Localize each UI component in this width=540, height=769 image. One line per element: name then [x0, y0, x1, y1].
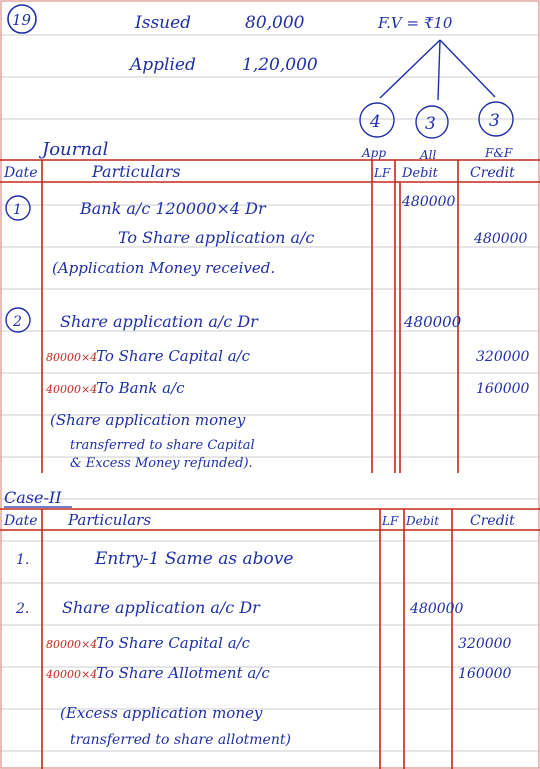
case2-entry2-number: 2.	[16, 601, 30, 617]
case2-col-date: Date	[4, 513, 38, 529]
entry1-number: 1	[13, 202, 22, 218]
split-ff: 3	[489, 111, 500, 131]
face-value: F.V = ₹10	[378, 14, 453, 32]
entry2-narration-3: & Excess Money refunded).	[70, 456, 253, 471]
split-label-app: App	[362, 146, 387, 160]
entry2-credit1-text: To Share Capital a/c	[96, 347, 251, 365]
journal-title: Journal	[42, 139, 109, 160]
case2-col-particulars: Particulars	[68, 511, 152, 529]
entry1-debit-amount: 480000	[402, 194, 456, 210]
entry1-debit-line: Bank a/c 120000×4 Dr	[80, 199, 266, 218]
case2-entry1-number: 1.	[16, 552, 30, 568]
entry2-number: 2	[13, 314, 22, 330]
applied-label: Applied	[130, 55, 196, 75]
case2-entry2-narration-2: transferred to share allotment)	[70, 732, 291, 748]
entry2-narration-1: (Share application money	[50, 411, 246, 429]
case2-entry2-credit1-amount: 320000	[458, 636, 512, 652]
issued-value: 80,000	[245, 13, 305, 33]
entry2-credit2-text: To Bank a/c	[96, 379, 185, 397]
case2-col-credit: Credit	[470, 513, 515, 529]
case2-entry2-credit2-prefix: 40000×4	[46, 668, 98, 681]
case2-entry2-credit2-amount: 160000	[458, 666, 512, 682]
entry2-narration-2: transferred to share Capital	[70, 438, 255, 453]
case2-entry2-debit-amount: 480000	[410, 601, 464, 617]
case2-entry2-credit1-prefix: 80000×4	[46, 638, 98, 651]
split-label-all: All	[420, 148, 437, 162]
entry1-credit-amount: 480000	[474, 231, 528, 247]
split-label-ff: F&F	[485, 146, 513, 160]
entry2-credit2-amount: 160000	[476, 381, 530, 397]
question-number: 19	[12, 11, 32, 29]
entry2-credit1-prefix: 80000×4	[46, 351, 98, 364]
case2-title: Case-II	[4, 488, 62, 507]
journal-col-particulars: Particulars	[92, 162, 181, 181]
entry2-debit-line: Share application a/c Dr	[60, 312, 258, 331]
journal-col-credit: Credit	[470, 165, 515, 181]
split-all: 3	[425, 114, 436, 134]
case2-entry2-narration-1: (Excess application money	[60, 704, 263, 722]
entry2-credit1-amount: 320000	[476, 349, 530, 365]
case2-entry2-credit1-text: To Share Capital a/c	[96, 634, 251, 652]
entry2-debit-amount: 480000	[404, 313, 462, 331]
case2-entry2-debit-line: Share application a/c Dr	[62, 598, 260, 617]
split-app: 4	[370, 112, 381, 132]
applied-value: 1,20,000	[242, 55, 318, 75]
journal-col-debit: Debit	[402, 166, 438, 181]
journal-col-date: Date	[4, 165, 38, 181]
entry1-credit-line: To Share application a/c	[118, 228, 315, 247]
case2-entry1-text: Entry-1 Same as above	[95, 549, 294, 569]
entry2-credit2-prefix: 40000×4	[46, 383, 98, 396]
case2-entry2-credit2-text: To Share Allotment a/c	[96, 664, 270, 682]
case2-col-debit: Debit	[406, 514, 440, 528]
case2-col-lf: LF	[382, 514, 399, 528]
journal-col-lf: LF	[374, 166, 391, 180]
entry1-narration: (Application Money received.	[52, 259, 276, 277]
issued-label: Issued	[135, 13, 192, 33]
